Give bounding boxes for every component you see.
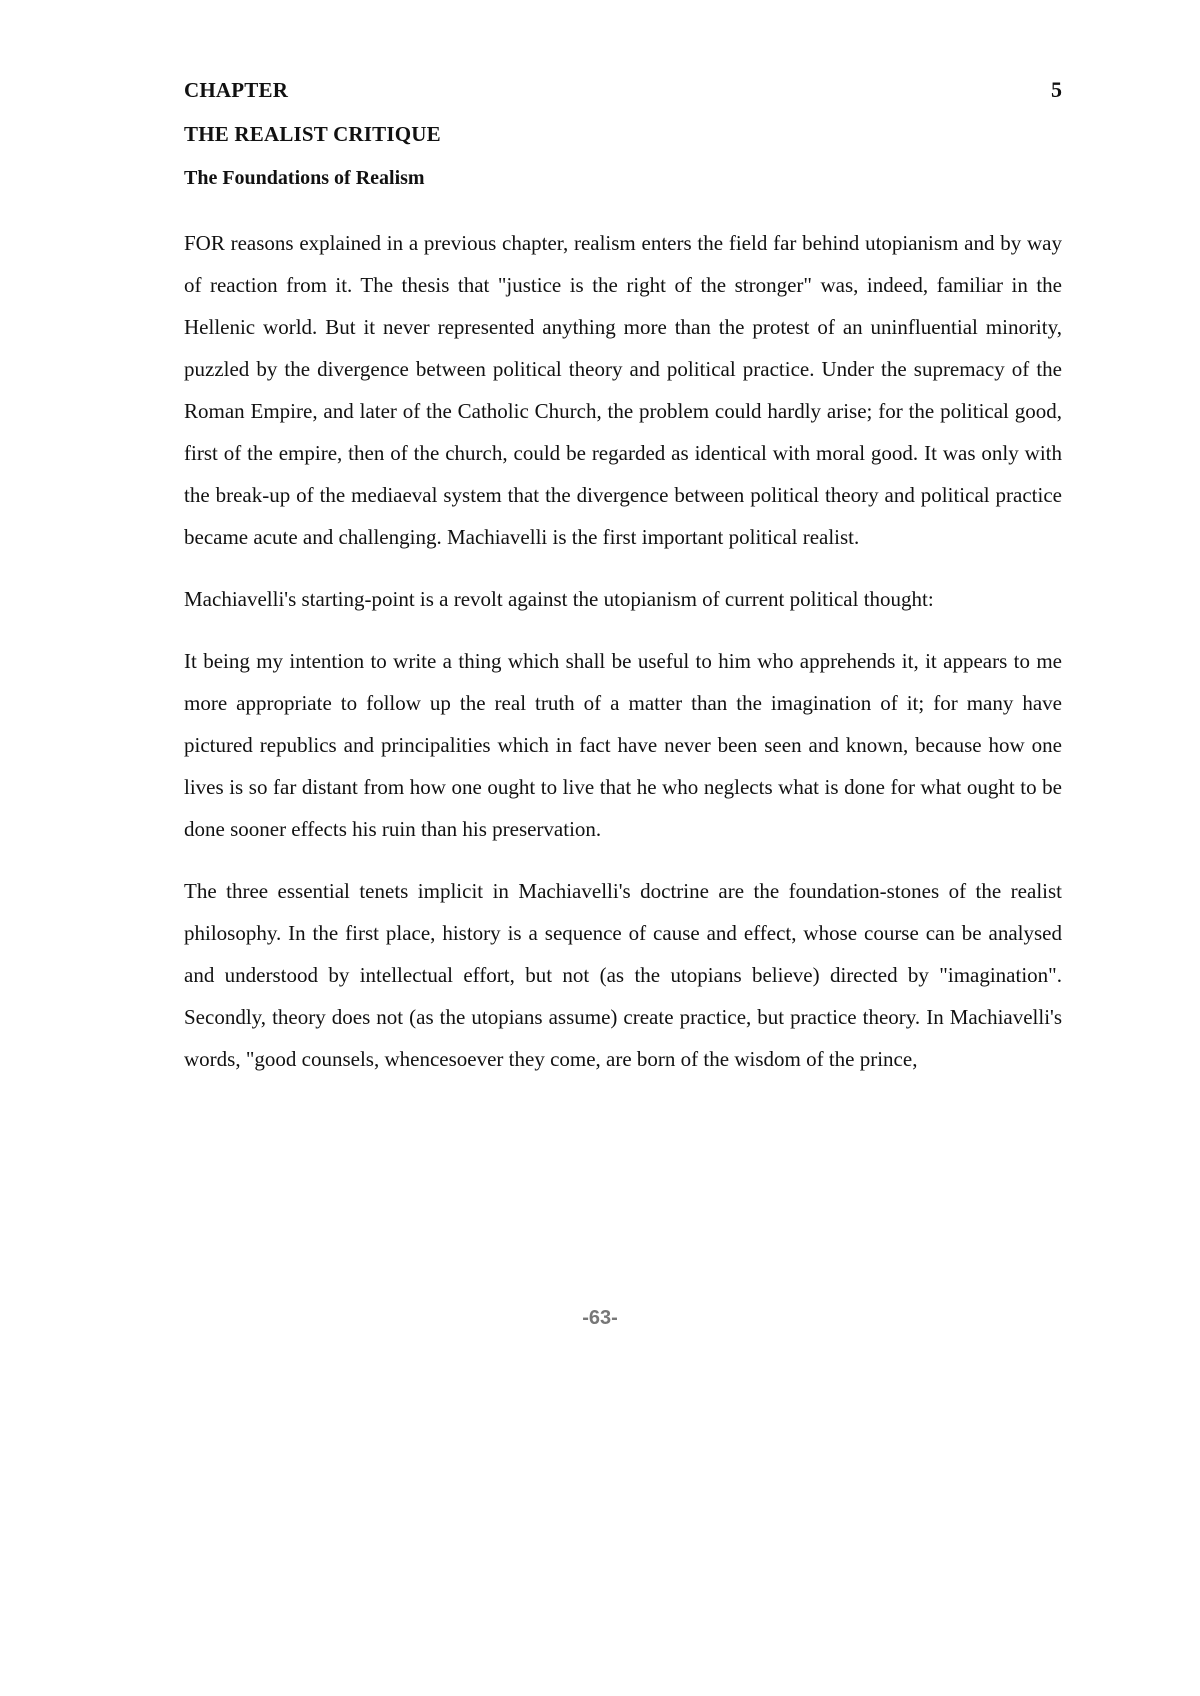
section-heading: The Foundations of Realism: [184, 167, 425, 189]
body-paragraph-1: FOR reasons explained in a previous chapter, realism enters the field far behind utopianism and by way of reaction from it. The thesis that "justice is the right of the stronger" was, indeed, familiar in the Hellenic world. But it never represented anything more than the protest of an uninfluential minority, puzzled by the divergence between political theory and political practice. Under the supremacy of the Roman Empire, and later of the Catholic Church, the problem could hardly arise; for the political good, first of the empire, then of the church, could be regarded as identical with moral good. It was only with the break-up of the mediaeval system that the divergence between political theory and political practice became acute and challenging. Machiavelli is the first important political realist.: [184, 231, 1062, 549]
chapter-number: 5: [1051, 77, 1062, 102]
page-number: -63-: [582, 1307, 618, 1329]
chapter-heading-row: [184, 68, 1062, 112]
chapter-label: CHAPTER: [184, 78, 289, 102]
body-paragraph-3: The three essential tenets implicit in Machiavelli's doctrine are the foundation-stones of the realist philosophy. In the first place, history is a sequence of cause and effect, whose course can be analysed and understood by intellectual effort, but not (as the utopians believe) directed by "imagination". Secondly, theory does not (as the utopians assume) create practice, but practice theory. In Machiavelli's words, "good counsels, whencesoever they come, are born of the wisdom of the prince,: [184, 879, 1062, 1071]
body-paragraph-2: Machiavelli's starting-point is a revolt against the utopianism of current political thought:: [184, 587, 934, 611]
document-page: [184, 68, 1062, 1080]
block-quote: It being my intention to write a thing which shall be useful to him who apprehends it, it appears to me more appropriate to follow up the real truth of a matter than the imagination of it; for many have pictured republics and principalities which in fact have never been seen and known, because how one lives is so far distant from how one ought to live that he who neglects what is done for what ought to be done sooner effects his ruin than his preservation.: [184, 649, 1062, 841]
chapter-title: THE REALIST CRITIQUE: [184, 122, 441, 146]
